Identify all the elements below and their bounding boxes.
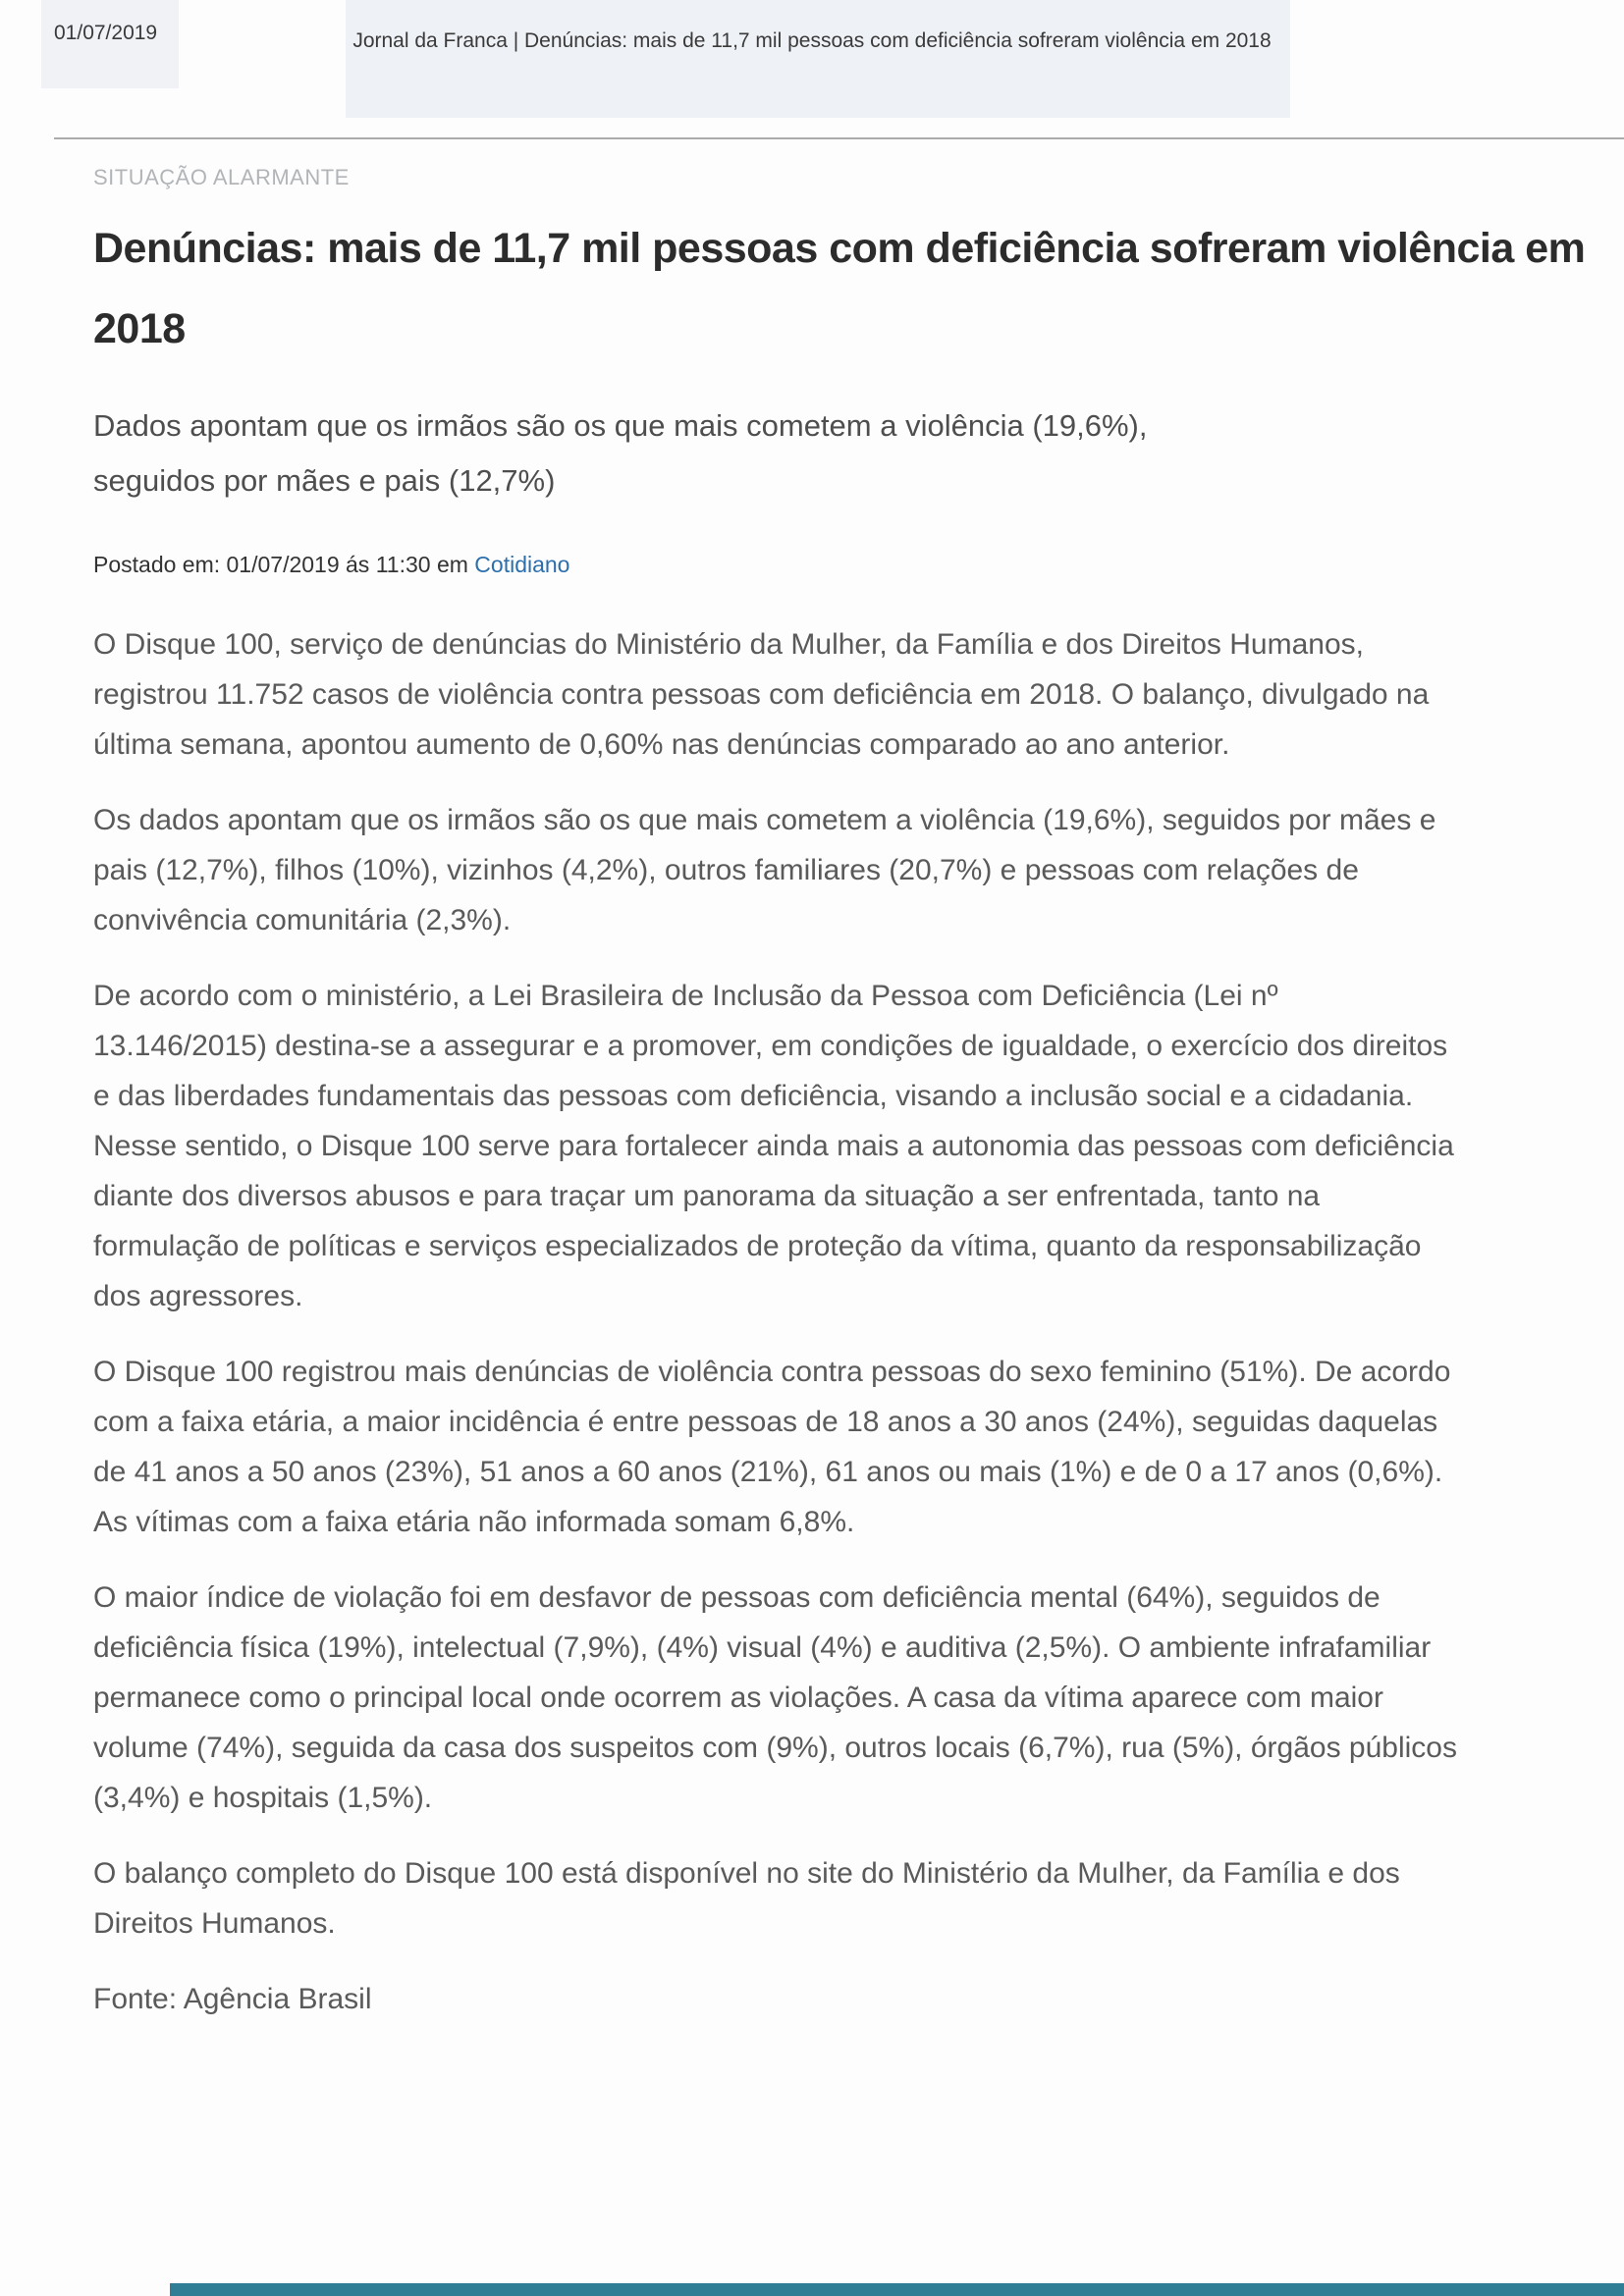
- article-paragraph: O Disque 100, serviço de denúncias do Ministério da Mulher, da Família e dos Direitos Humanos, registrou 11.752 casos de violência contra pessoas com deficiência em 2018. O balanço, divulgado na última semana, apontou aumento de 0,60% nas denúncias comparado ao ano anterior.: [93, 628, 1430, 761]
- footer-bar: [170, 2283, 1624, 2296]
- article-paragraph: O Disque 100 registrou mais denúncias de violência contra pessoas do sexo feminino (51%). De acordo com a faixa etária, a maior incidência é entre pessoas de 18 anos a 30 anos (24%), seguidas daquelas de 41 anos a 50 anos (23%), 51 anos a 60 anos (21%), 61 anos ou mais (1%) e de 0 a 17 anos (0,6%). As vítimas com a faixa etária não informada somam 6,8%.: [93, 1356, 1451, 1538]
- post-meta-text: Postado em: 01/07/2019 ás 11:30 em: [93, 552, 468, 577]
- article-body: [93, 619, 1624, 1949]
- category-link-cotidiano[interactable]: Cotidiano: [474, 552, 570, 577]
- header-divider: [54, 137, 1624, 139]
- print-header-date: 01/07/2019: [54, 22, 158, 44]
- scan-artifact-tint: [346, 0, 1290, 118]
- article-headline: Denúncias: mais de 11,7 mil pessoas com deficiência sofreram violência em 2018: [93, 225, 1586, 352]
- article: [93, 165, 1624, 2024]
- article-subtitle: Dados apontam que os irmãos são os que mais cometem a violência (19,6%), seguidos por mães e pais (12,7%): [93, 408, 1148, 498]
- source-line: Fonte: Agência Brasil: [93, 1983, 372, 2015]
- print-header-title: Jornal da Franca | Denúncias: mais de 11,7 mil pessoas com deficiência sofreram violência em 2018: [352, 29, 1272, 52]
- article-paragraph: Os dados apontam que os irmãos são os que mais cometem a violência (19,6%), seguidos por mães e pais (12,7%), filhos (10%), vizinhos (4,2%), outros familiares (20,7%) e pessoas com relações de convivência comunitária (2,3%).: [93, 804, 1436, 936]
- article-paragraph: De acordo com o ministério, a Lei Brasileira de Inclusão da Pessoa com Deficiência (Lei nº 13.146/2015) destina-se a assegurar e a promover, em condições de igualdade, o exercício dos direitos e das liberdades fundamentais das pessoas com deficiência, visando a inclusão social e a cidadania. Nesse sentido, o Disque 100 serve para fortalecer ainda mais a autonomia das pessoas com deficiência diante dos diversos abusos e para traçar um panorama da situação a ser enfrentada, tanto na formulação de políticas e serviços especializados de proteção da vítima, quanto da responsabilização dos agressores.: [93, 980, 1454, 1312]
- article-paragraph: O balanço completo do Disque 100 está disponível no site do Ministério da Mulher, da Família e dos Direitos Humanos.: [93, 1857, 1400, 1940]
- post-meta: [93, 552, 1624, 578]
- category-label: SITUAÇÃO ALARMANTE: [93, 165, 350, 189]
- article-paragraph: O maior índice de violação foi em desfavor de pessoas com deficiência mental (64%), seguidos de deficiência física (19%), intelectual (7,9%), (4%) visual (4%) e auditiva (2,5%). O ambiente infrafamiliar permanece como o principal local onde ocorrem as violações. A casa da vítima aparece com maior volume (74%), seguida da casa dos suspeitos com (9%), outros locais (6,7%), rua (5%), órgãos públicos (3,4%) e hospitais (1,5%).: [93, 1581, 1457, 1814]
